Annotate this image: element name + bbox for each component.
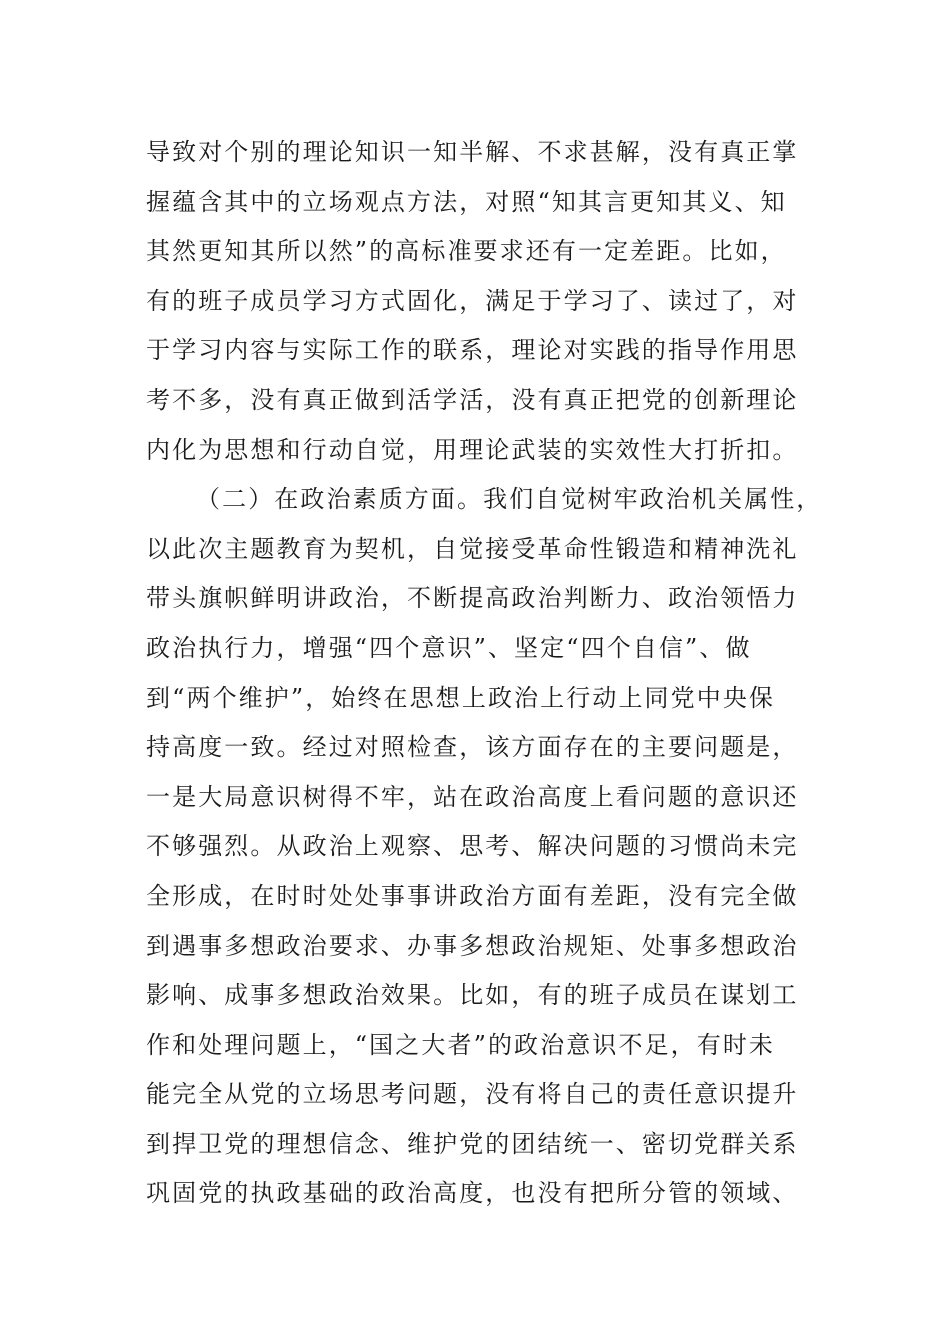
text-line: 到“两个维护”，始终在思想上政治上行动上同党中央保: [146, 683, 776, 712]
text-line: 导致对个别的理论知识一知半解、不求甚解，没有真正掌: [146, 138, 799, 166]
text-line: 不够强烈。从政治上观察、思考、解决问题的习惯尚未完: [146, 832, 799, 861]
text-line: 作和处理问题上，“国之大者”的政治意识不足，有时未: [146, 1030, 776, 1059]
text-line: 握蕴含其中的立场观点方法，对照“知其言更知其义、知: [146, 187, 787, 216]
text-line: 政治执行力，增强“四个意识”、坚定“四个自信”、做: [146, 633, 752, 662]
text-line: 有的班子成员学习方式固化，满足于学习了、读过了，对: [146, 286, 799, 315]
text-line: 巩固党的执政基础的政治高度，也没有把所分管的领域、: [146, 1179, 799, 1208]
text-line: 于学习内容与实际工作的联系，理论对实践的指导作用思: [146, 336, 799, 365]
text-line: 到遇事多想政治要求、办事多想政治规矩、处事多想政治: [146, 931, 799, 960]
text-line: 以此次主题教育为契机，自觉接受革命性锻造和精神洗礼: [146, 534, 799, 563]
text-line: 到捍卫党的理想信念、维护党的团结统一、密切党群关系: [146, 1129, 799, 1158]
text-line: 全形成，在时时处处事事讲政治方面有差距，没有完全做: [146, 881, 799, 910]
text-line: 持高度一致。经过对照检查，该方面存在的主要问题是，: [146, 733, 799, 762]
text-line: 考不多，没有真正做到活学活，没有真正把党的创新理论: [146, 385, 799, 414]
text-line: 其然更知其所以然”的高标准要求还有一定差距。比如，: [146, 237, 787, 266]
text-line: 内化为思想和行动自觉，用理论武装的实效性大打折扣。: [146, 435, 799, 464]
text-line: 一是大局意识树得不牢，站在政治高度上看问题的意识还: [146, 782, 799, 811]
text-line: 带头旗帜鲜明讲政治，不断提高政治判断力、政治领悟力: [146, 584, 799, 613]
section-heading-line: （二）在政治素质方面。我们自觉树牢政治机关属性，: [196, 485, 823, 514]
text-line: 影响、成事多想政治效果。比如，有的班子成员在谋划工: [146, 981, 799, 1010]
body-text: [146, 128, 846, 1219]
text-line: 能完全从党的立场思考问题，没有将自己的责任意识提升: [146, 1080, 799, 1109]
